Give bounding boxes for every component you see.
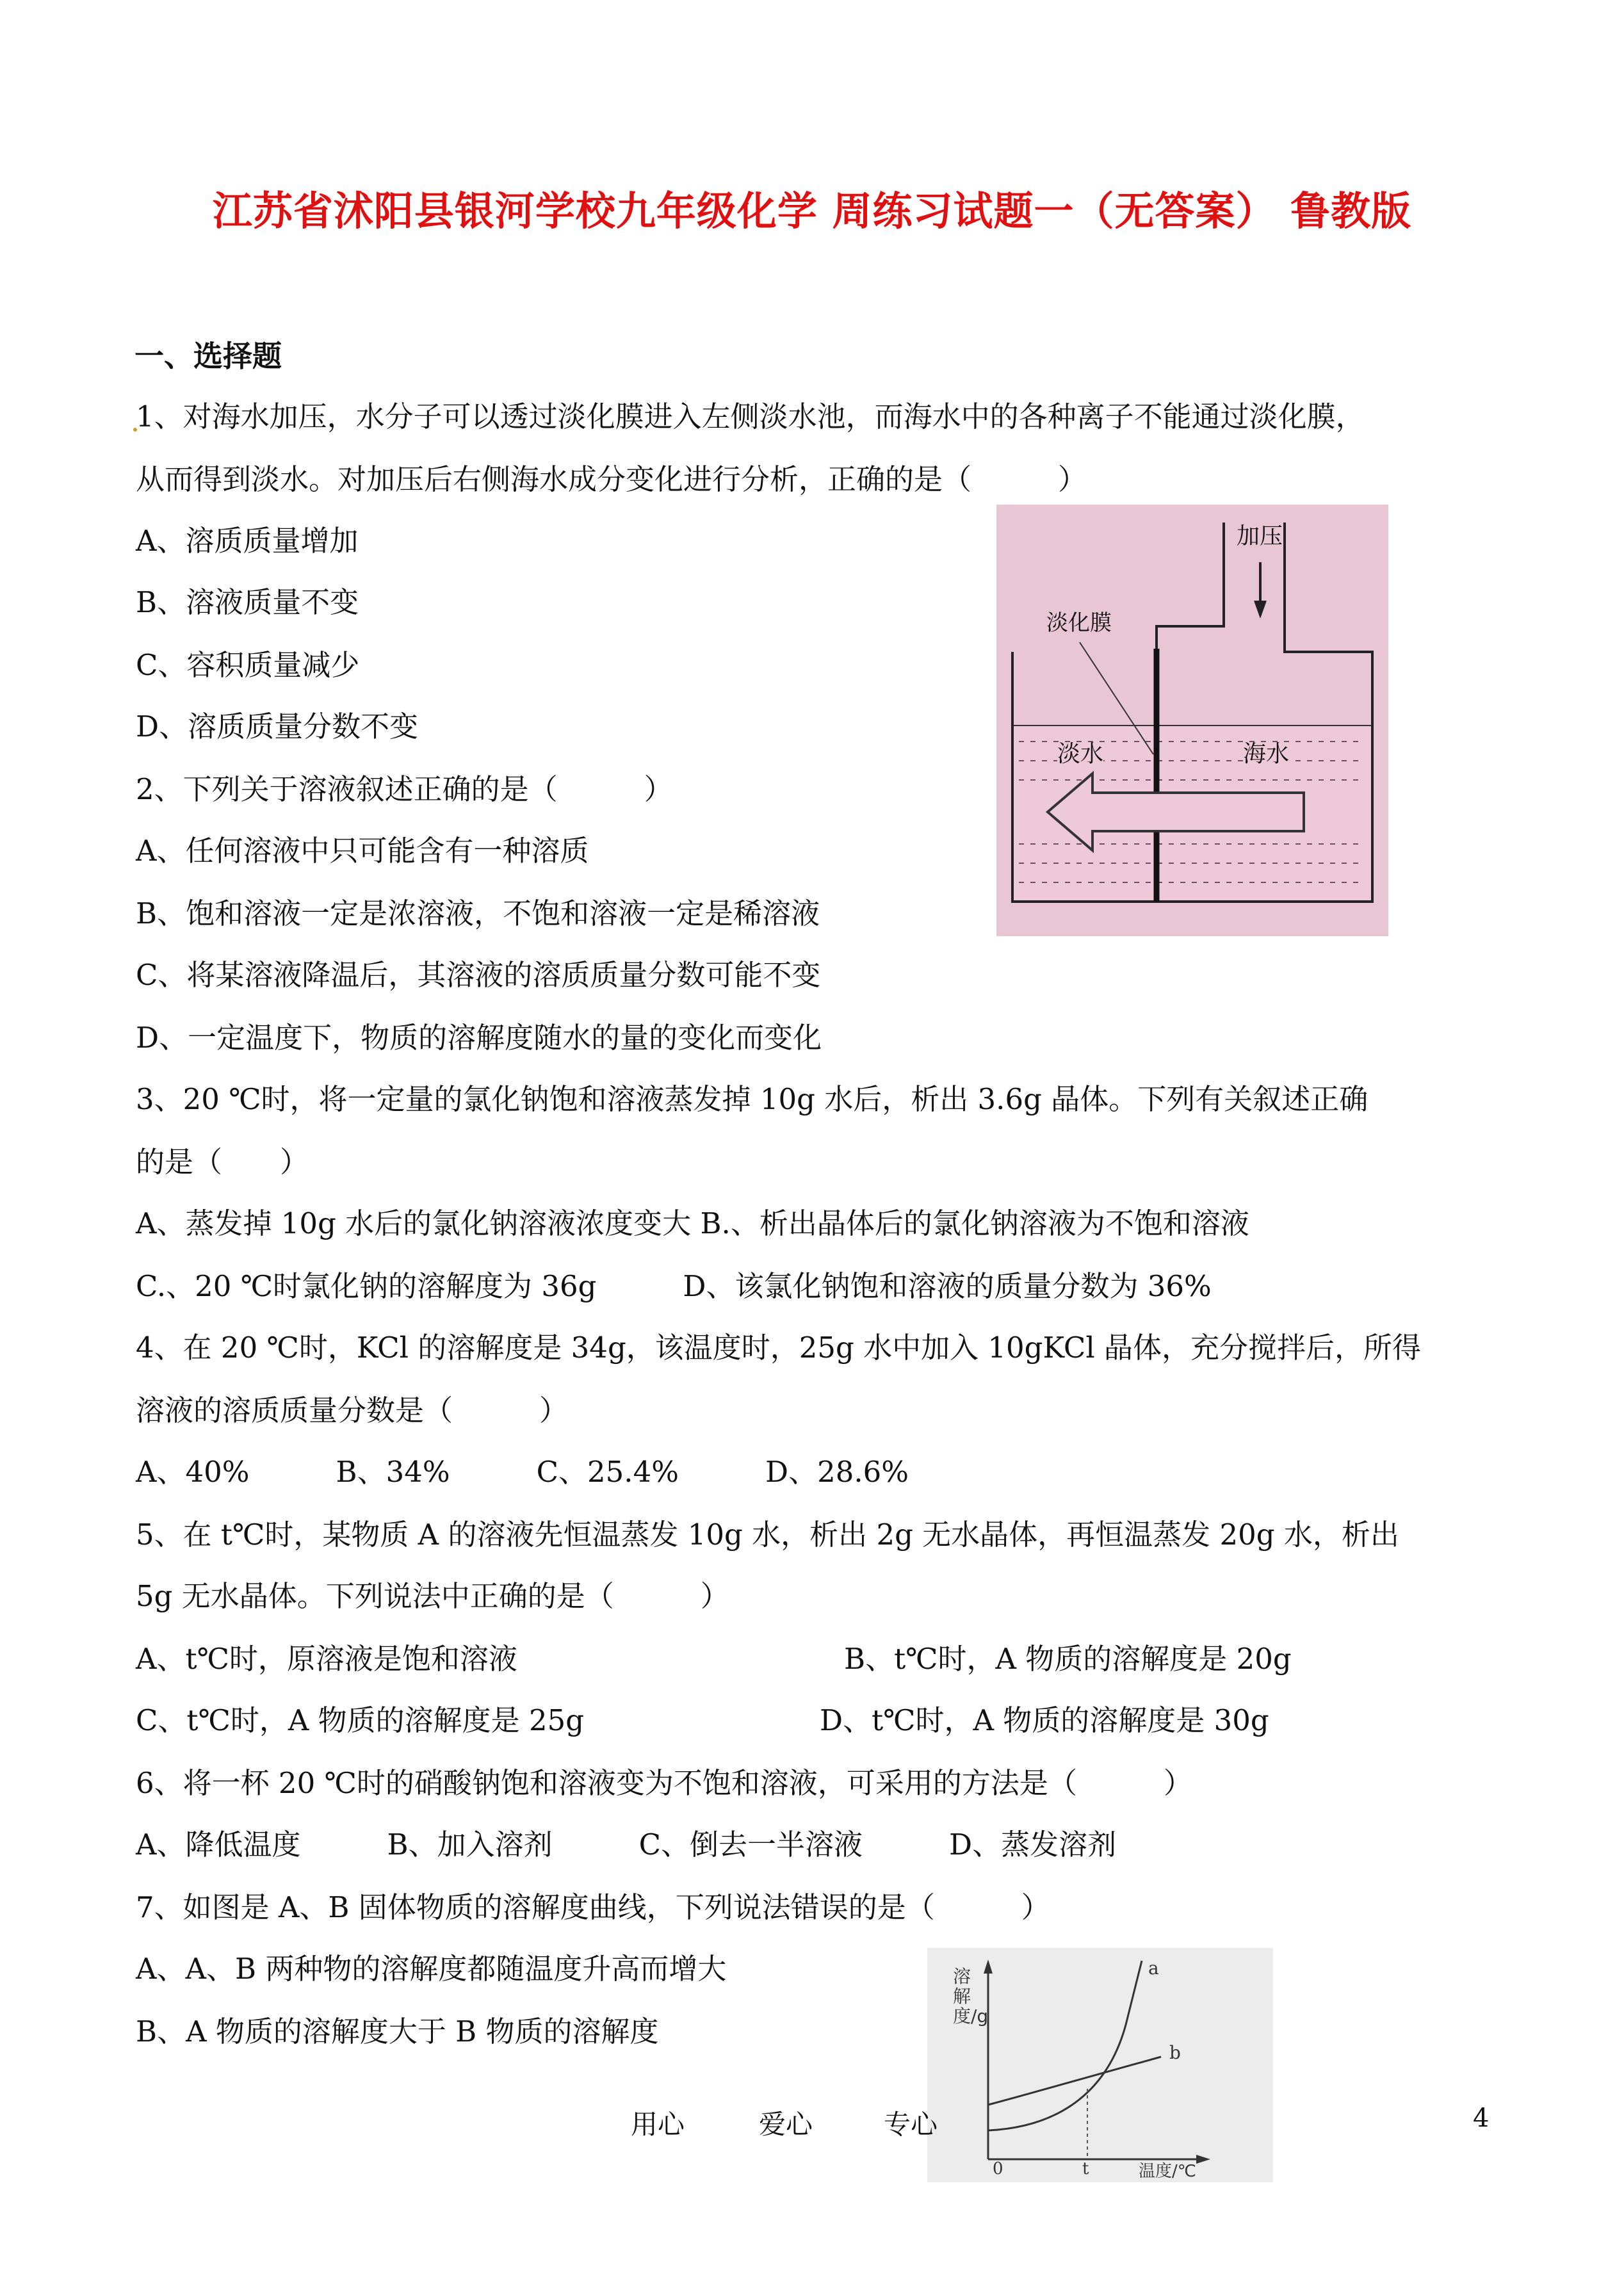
q3-options-cd: C.、20 ℃时氯化钠的溶解度为 36g D、该氯化钠饱和溶液的质量分数为 36% xyxy=(136,1269,1212,1303)
q1-line2: 从而得到淡水。对加压后右侧海水成分变化进行分析，正确的是（ ） xyxy=(136,462,1087,496)
q2-option-a: A、任何溶液中只可能含有一种溶质 xyxy=(136,834,589,868)
q1-option-d: D、溶质质量分数不变 xyxy=(136,710,419,743)
q3-line2: 的是（ ） xyxy=(136,1145,309,1179)
solubility-curve xyxy=(927,1948,1273,2182)
q6-stem: 6、将一杯 20 ℃时的硝酸钠饱和溶液变为不饱和溶液，可采用的方法是（ ） xyxy=(136,1766,1192,1800)
q1-option-c: C、容积质量减少 xyxy=(136,648,360,682)
q2-option-c: C、将某溶液降温后，其溶液的溶质质量分数可能不变 xyxy=(136,958,821,992)
q5-line1: 5、在 t℃时，某物质 A 的溶液先恒温蒸发 10g 水，析出 2g 无水晶体，再恒温蒸发 20g 水，析出 xyxy=(136,1518,1399,1552)
q2-option-b: B、饱和溶液一定是浓溶液，不饱和溶液一定是稀溶液 xyxy=(136,896,820,930)
q1-line1: 1、对海水加压，水分子可以透过淡化膜进入左侧淡水池，而海水中的各种离子不能通过淡化膜， xyxy=(136,400,1365,434)
solubility-figure xyxy=(927,1948,1273,2182)
q2-option-d: D、一定温度下，物质的溶解度随水的量的变化而变化 xyxy=(136,1021,822,1055)
q5-option-c: C、t℃时，A 物质的溶解度是 25g xyxy=(136,1703,585,1737)
q4-options: A、40% B、34% C、25.4% D、28.6% xyxy=(136,1455,909,1489)
q3-line1: 3、20 ℃时，将一定量的氯化钠饱和溶液蒸发掉 10g 水后，析出 3.6g 晶体。下列有关叙述正确 xyxy=(136,1082,1368,1116)
q7-option-a: A、A、B 两种物的溶解度都随温度升高而增大 xyxy=(136,1952,727,1986)
q4-line1: 4、在 20 ℃时，KCl 的溶解度是 34g，该温度时，25g 水中加入 10gKCl 晶体，充分搅拌后，所得 xyxy=(136,1331,1422,1365)
t-tick-label: t xyxy=(1082,2159,1089,2178)
curve-a-label: a xyxy=(1148,1958,1159,1979)
curve-b-label: b xyxy=(1169,2042,1181,2063)
y-axis-label: 溶解度/g xyxy=(953,1966,989,2027)
q6-options: A、降低温度 B、加入溶剂 C、倒去一半溶液 D、蒸发溶剂 xyxy=(136,1828,1117,1861)
q5-option-a: A、t℃时，原溶液是饱和溶液 xyxy=(136,1642,517,1676)
page-title: 江苏省沭阳县银河学校九年级化学 周练习试题一（无答案） 鲁教版 xyxy=(212,188,1412,234)
page-number: 4 xyxy=(1473,2104,1490,2133)
footer-text-2: 爱心 xyxy=(759,2109,813,2140)
q5-option-b: B、t℃时，A 物质的溶解度是 20g xyxy=(844,1642,1292,1676)
origin-label: 0 xyxy=(993,2159,1003,2178)
q4-line2: 溶液的溶质质量分数是（ ） xyxy=(136,1393,569,1427)
fresh-water-label: 淡水 xyxy=(1057,741,1104,767)
q1-option-b: B、溶液质量不变 xyxy=(136,585,359,619)
sea-water-label: 海水 xyxy=(1243,741,1290,767)
desalination-figure xyxy=(996,505,1388,936)
desalination-diagram xyxy=(996,505,1388,936)
q2-stem: 2、下列关于溶液叙述正确的是（ ） xyxy=(136,772,673,806)
q5-line2: 5g 无水晶体。下列说法中正确的是（ ） xyxy=(136,1579,729,1613)
q1-option-a: A、溶质质量增加 xyxy=(136,524,359,558)
membrane-label: 淡化膜 xyxy=(1046,610,1112,636)
q7-stem: 7、如图是 A、B 固体物质的溶解度曲线，下列说法错误的是（ ） xyxy=(136,1890,1050,1924)
pressure-label: 加压 xyxy=(1237,523,1283,549)
footer-text-1: 用心 xyxy=(631,2109,685,2140)
section-heading: 一、选择题 xyxy=(134,339,282,373)
x-axis-label: 温度/℃ xyxy=(1139,2162,1196,2181)
q7-option-b: B、A 物质的溶解度大于 B 物质的溶解度 xyxy=(136,2015,659,2048)
q5-option-d: D、t℃时，A 物质的溶解度是 30g xyxy=(820,1703,1269,1737)
q3-options-ab: A、蒸发掉 10g 水后的氯化钠溶液浓度变大 B.、析出晶体后的氯化钠溶液为不饱和溶液 xyxy=(136,1206,1249,1240)
footer-text-3: 专心 xyxy=(884,2109,938,2140)
